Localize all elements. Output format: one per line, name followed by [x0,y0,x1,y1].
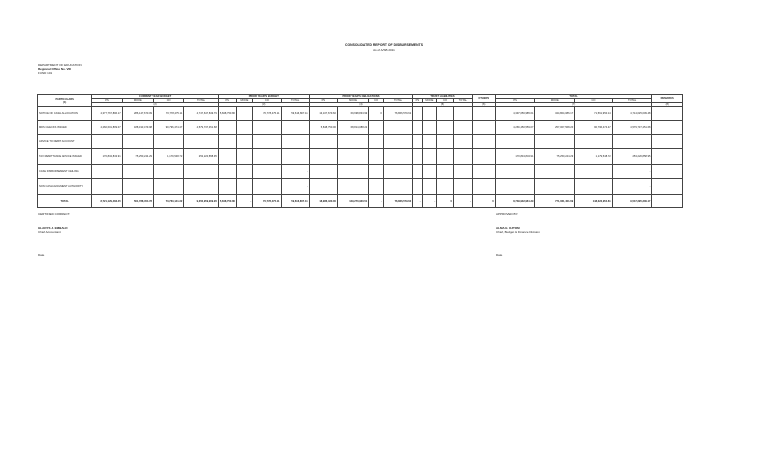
table-cell [453,121,472,135]
fund-code: FUND 101 [38,71,53,75]
group-others: OTHERS [472,95,495,103]
total-cell: 9,356,959,909.26 [184,195,219,208]
total-cell: - [369,195,384,208]
signature-certified [38,212,70,257]
table-cell [437,121,454,135]
table-cell [281,149,309,165]
table-cell [337,179,368,195]
table-cell [337,135,368,149]
table-cell [253,165,281,179]
table-cell [369,121,384,135]
table-cell: 59,616,807.11 [281,107,309,121]
table-cell: 75,250,244.29 [122,149,153,165]
table-cell [437,179,454,195]
table-cell: 4,579,737,451.68 [184,121,219,135]
total-cell: 9,547,295,309.17 [612,195,652,208]
subcolumn-header: MOOE [422,99,437,103]
total-label: TOTAL [38,195,92,208]
department-name: DEPARTMENT OF EDUCATION [38,63,82,67]
subcolumn-header: TOTAL [281,99,309,103]
table-cell: - [612,165,652,179]
table-cell [495,135,535,149]
total-cell: 70,778,475.11 [253,195,281,208]
row-label: NON CASH AVAILMENT AUTHORITY [38,179,92,195]
table-cell: 4,377,767,896.17 [92,107,122,121]
table-cell [92,135,122,149]
subcolumn-header: MOOE [122,99,153,103]
table-cell [422,107,437,121]
total-cell: 59,616,807.11 [281,195,309,208]
total-row [38,195,683,208]
table-cell: 4,397,656,985.61 [495,107,535,121]
table-cell [309,135,337,149]
table-cell [652,121,683,135]
table-cell: 4,266,450,559.07 [495,121,535,135]
total-cell: - [422,195,437,208]
subcolumn-header: CO [369,99,384,103]
table-cell [383,135,412,149]
table-cell [369,135,384,149]
table-cell [309,165,337,179]
table-cell: 188,193,479.98 [122,121,153,135]
table-cell [253,121,281,135]
table-cell [309,179,337,195]
table-cell [612,135,652,149]
total-cell [652,195,683,208]
table-cell [413,135,422,149]
table-cell [253,149,281,165]
table-cell: - [281,179,309,195]
total-cell: 561,788,454.78 [122,195,153,208]
certifier-title: Chief Accountant [38,230,61,234]
subcolumn-header: MOOE [337,99,368,103]
row-label: ADVICE TO DEBIT ACCOUNT [38,135,92,149]
table-cell [92,179,122,195]
table-cell [369,179,384,195]
table-cell: 0 [369,107,384,121]
subcolumn-header: CO [153,99,183,103]
total-cell: 8,721,129,483.45 [92,195,122,208]
group-total: TOTAL [495,95,652,99]
table-cell [369,165,384,179]
row-label: TAX REMITTANCE ADVICE ISSUED [38,149,92,165]
approver-date: Date [496,253,503,257]
table-cell: 257,007,568.20 [535,121,575,135]
subcolumn-header: CO [575,99,613,103]
table-cell [92,165,122,179]
table-cell [472,149,495,165]
row-label: MDS CHECKS ISSUED [38,121,92,135]
table-cell: 70,778,475.11 [153,107,183,121]
table-cell [122,135,153,149]
table-cell: 344,804,086.17 [535,107,575,121]
table-cell [218,121,236,135]
table-cell [236,149,253,165]
total-cell: 73,763,141.32 [153,195,183,208]
signature-approved [496,212,540,257]
particulars-header: PARTICULARS (1) [38,95,92,107]
total-cell: - [453,195,472,208]
approver-name: ALMA E. OJTOM [496,226,520,230]
group-remarks: REMARKS [652,95,683,103]
table-cell [153,179,183,195]
table-cell [122,179,153,195]
certifier-name: GLADYS J. EMBALD [38,226,68,230]
table-cell [437,149,454,165]
table-cell [337,165,368,179]
table-cell [437,165,454,179]
certifier-date: Date [38,253,45,257]
subcolumn-header: PS [309,99,337,103]
table-cell [453,135,472,149]
table-cell: 68,814,088.22 [337,121,368,135]
table-cell [383,149,412,165]
table-cell [218,179,236,195]
group-current-year: CURRENT YEAR BUDGET [92,95,218,99]
table-cell: 5,848,750.80 [218,107,236,121]
table-cell [413,107,422,121]
total-cell: 148,323,954.61 [575,195,613,208]
table-cell: 4,579,737,451.68 [612,121,652,135]
subcolumn-header: PS [413,99,422,103]
table-cell [236,179,253,195]
table-cell: 170,834,843.91 [92,149,122,165]
table-cell: 1,179,548.72 [153,149,183,165]
table-cell: 71,561,950.14 [575,107,613,121]
table-cell [652,135,683,149]
group-num: (5) [413,103,473,107]
table-cell: 75,250,244.29 [535,149,575,165]
disbursements-table [37,94,683,208]
table-cell [413,121,422,135]
group-prior-year-obligations: PRIOR YEAR'S OBLIGATIONS [309,95,412,99]
total-cell: 5,848,750.80 [218,195,236,208]
table-cell [472,121,495,135]
table-cell: 13,107,679.60 [309,107,337,121]
table-cell: 5,848,750.00 [309,121,337,135]
table-cell [422,135,437,149]
subcolumn-header: MOOE [535,99,575,103]
table-cell [453,107,472,121]
total-cell: - [236,195,253,208]
table-cell: 90,796,474.47 [153,121,183,135]
total-cell: 76,866,579.62 [383,195,412,208]
table-cell [236,121,253,135]
subcolumn-header: TOTAL [184,99,219,103]
table-cell: 286,147,670.09 [122,107,153,121]
table-cell: - [281,165,309,179]
table-cell [652,179,683,195]
table-cell [337,149,368,165]
table-cell [218,165,236,179]
table-cell [495,165,535,179]
group-num: (3) [218,103,309,107]
total-cell: 129,270,930.51 [337,195,368,208]
subcolumn-header: CO [437,99,454,103]
table-cell [472,165,495,179]
table-cell [535,165,575,179]
table-cell [437,135,454,149]
table-cell: - [612,179,652,195]
total-cell: 0 [437,195,454,208]
table-cell [652,107,683,121]
table-cell [369,149,384,165]
table-cell: 4,747,647,849.79 [184,107,219,121]
region-name: Regional Office No. VIII [38,67,72,71]
table-cell [472,179,495,195]
table-cell [413,149,422,165]
subcolumn-header: TOTAL [612,99,652,103]
table-cell [413,165,422,179]
table-row [38,179,683,195]
table-cell: 4,260,601,809.07 [92,121,122,135]
table-cell [472,107,495,121]
table-cell: 70,778,475.11 [253,107,281,121]
table-cell: 170,834,843.91 [495,149,535,165]
group-num: (7) [495,103,652,107]
certified-heading: CERTIFIED CORRECT: [38,212,70,216]
row-label: NOTICE OF CASH ALLOCATION [38,107,92,121]
table-cell: 1,179,548.72 [575,149,613,165]
subcolumn-header: PS [495,99,535,103]
table-cell [383,165,412,179]
table-row [38,107,683,121]
table-cell [383,179,412,195]
subcolumn-header: PS [92,99,122,103]
approver-title: Chief, Budget & Finance Division [496,230,540,234]
subcolumn-header: CO [253,99,281,103]
table-cell [153,135,183,149]
table-cell [281,135,309,149]
group-num: (2) [92,103,218,107]
table-cell [218,135,236,149]
table-cell: 76,866,579.62 [383,107,412,121]
table-cell: 253,220,858.95 [612,149,652,165]
group-num: (6) [472,103,495,107]
group-num: (4) [309,103,412,107]
table-cell [253,135,281,149]
approved-heading: APPROVED BY: [496,212,519,216]
table-cell [575,179,613,195]
total-cell: - [413,195,422,208]
table-cell [383,121,412,135]
subcolumn-header: PS [218,99,236,103]
subcolumn-header: MOOE [236,99,253,103]
total-cell: 18,986,430.00 [309,195,337,208]
table-row [38,121,683,135]
table-cell [535,179,575,195]
table-cell [236,135,253,149]
group-prior-year-budget: PRIOR YEAR'S BUDGET [218,95,309,99]
table-cell [153,165,183,179]
table-cell [453,165,472,179]
table-cell [281,121,309,135]
report-header [38,63,82,75]
table-cell [236,107,253,121]
table-cell [652,149,683,165]
table-cell [184,179,219,195]
row-label: CASH DISBURSEMENT CEILING [38,165,92,179]
table-cell [422,179,437,195]
table-cell: 4,714,025,009.48 [612,107,652,121]
group-trust-liabilities: TRUST LIABILITIES [413,95,473,99]
table-cell [413,179,422,195]
table-cell [218,149,236,165]
table-cell [422,149,437,165]
table-cell [184,165,219,179]
table-cell [453,179,472,195]
table-cell [184,135,219,149]
report-title: CONSOLIDATED REPORT OF DISBURSEMENTS [345,43,423,47]
table-cell: 69,698,833.99 [337,107,368,121]
table-cell [652,165,683,179]
table-row [38,149,683,165]
table-cell [575,165,613,179]
table-cell [453,149,472,165]
table-cell [309,149,337,165]
table-cell: 90,796,474.47 [575,121,613,135]
table-cell [236,165,253,179]
table-cell [422,121,437,135]
table-cell [495,179,535,195]
total-cell: 8,739,932,961.39 [495,195,535,208]
group-num: (8) [652,103,683,107]
table-cell: 253,220,858.95 [184,149,219,165]
subcolumn-header: TOTAL [453,99,472,103]
table-cell [253,179,281,195]
total-cell: 0 [472,195,495,208]
table-cell [122,165,153,179]
report-subtitle: As of A/SB 2011 [373,48,395,52]
table-row [38,165,683,179]
total-cell: 771,061,401.69 [535,195,575,208]
subcolumn-header: TOTAL [383,99,412,103]
table-cell [472,135,495,149]
table-cell [575,135,613,149]
table-cell [535,135,575,149]
table-cell [437,107,454,121]
table-row [38,135,683,149]
table-cell [422,165,437,179]
